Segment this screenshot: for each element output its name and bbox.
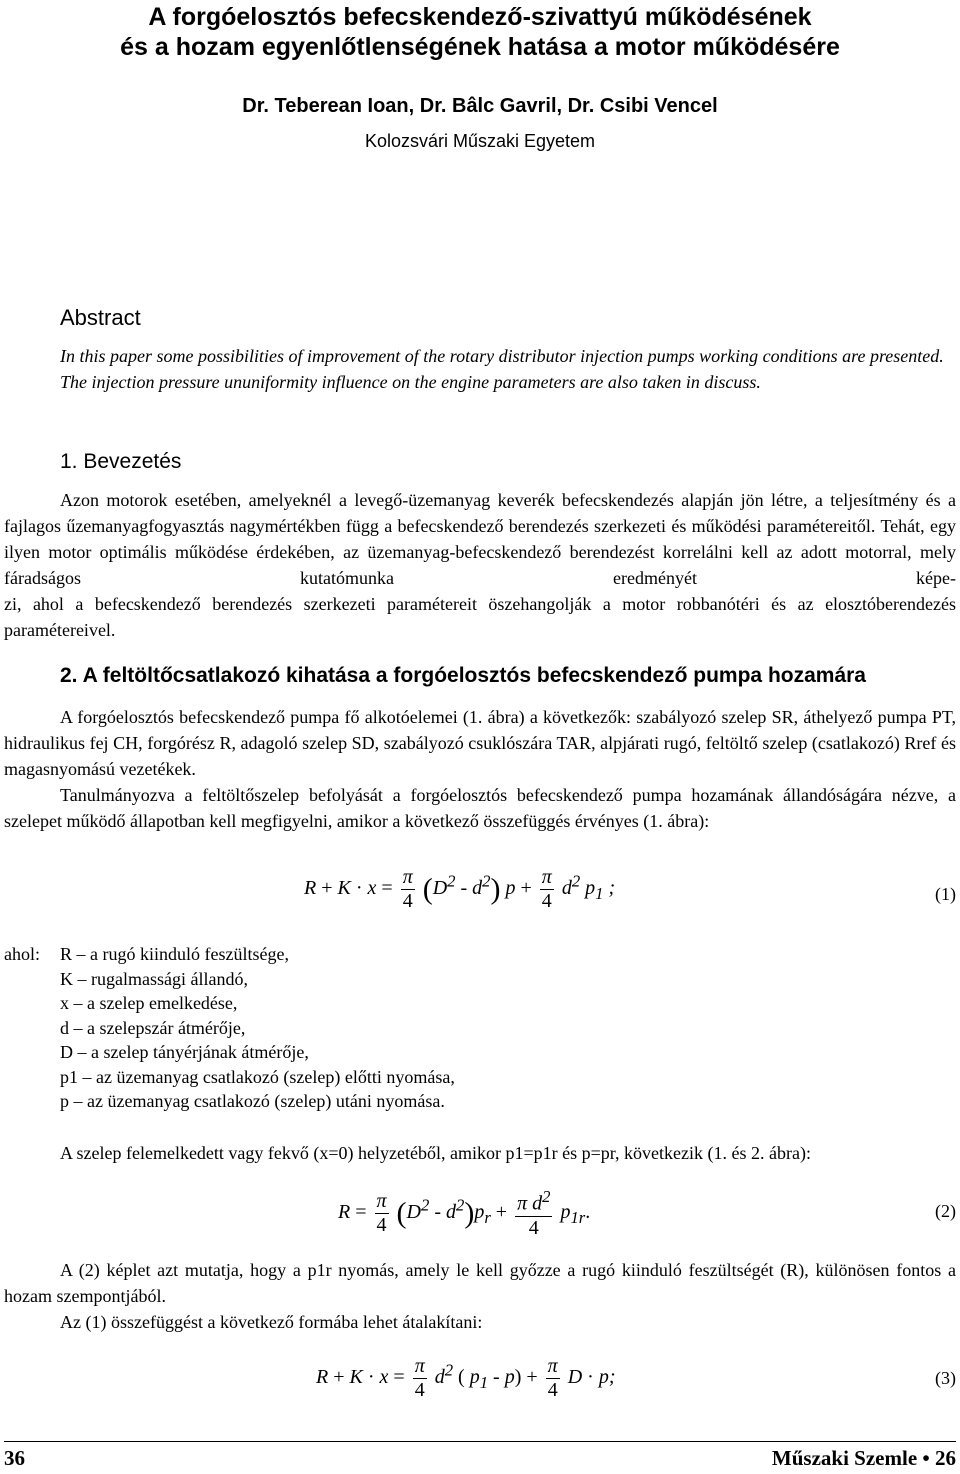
page-number: 36 bbox=[4, 1446, 25, 1470]
paper-title bbox=[0, 2, 960, 62]
paragraph: Az (1) összefüggést a következő formába lehet átalakítani: bbox=[60, 1312, 483, 1332]
title-line-2: és a hozam egyenlőtlenségének hatása a motor működésére bbox=[120, 33, 840, 61]
definition-item: D – a szelep tányérjának átmérője, bbox=[60, 1042, 309, 1062]
definition-item: x – a szelep emelkedése, bbox=[60, 993, 238, 1013]
journal-name: Műszaki Szemle • 26 bbox=[771, 1446, 956, 1470]
section-1-heading: 1. Bevezetés bbox=[60, 450, 182, 473]
section-2-paragraph-2: Tanulmányozva a feltöltőszelep befolyását a forgóelosztós befecskendező pumpa hozamának állandóságára nézve, a szelepet működő állapotban kell megfigyelni, amikor a következő összefüggés érvényes (1. ábra): bbox=[4, 785, 956, 831]
authors: Dr. Teberean Ioan, Dr. Bâlc Gavril, Dr. Csibi Vencel bbox=[242, 95, 718, 117]
section-1-paragraph-end: zi, ahol a befecskendező berendezés szerkezeti paramétereit öszehangolják a motor robbanótéri és az elosztóberendezés paramétereivel. bbox=[4, 594, 956, 640]
section-2-heading: 2. A feltöltőcsatlakozó kihatása a forgóelosztós befecskendező pumpa hozamára bbox=[60, 664, 866, 687]
definition-item: p – az üzemanyag csatlakozó (szelep) utáni nyomása. bbox=[60, 1091, 445, 1111]
abstract-text bbox=[4, 343, 956, 395]
affiliation: Kolozsvári Műszaki Egyetem bbox=[364, 131, 596, 151]
equation-1: R + K · x = $\frac{\pi}{4}$ $(D^2 - d^2) p$ + $\frac{\pi}{4}$ $d^2$ $p_1$ ; bbox=[304, 866, 616, 912]
section-2-body bbox=[4, 704, 956, 834]
text-after-equation-2 bbox=[4, 1257, 956, 1335]
paragraph: A szelep felemelkedett vagy fekvő (x=0) helyzetéből, amikor p1=p1r és p=pr, következik (1. és 2. ábra): bbox=[60, 1143, 811, 1163]
definition-item: p1 – az üzemanyag csatlakozó (szelep) előtti nyomása, bbox=[60, 1066, 455, 1087]
paragraph: A (2) képlet azt mutatja, hogy a p1r nyomás, amely le kell győzze a rugó kiinduló feszültségét (R), különösen fontos a hozam szempontjából. bbox=[4, 1260, 956, 1306]
definition-item: d – a szelepszár átmérője, bbox=[60, 1017, 246, 1038]
section-2-paragraph-1: A forgóelosztós befecskendező pumpa fő alkotóelemei (1. ábra) a következők: szabályozó szelep SR, áthelyező pumpa PT, hidraulikus fej CH, forgórész R, adagoló szelep SD, szabályozó csuklószára TAR, alpjárati rugó, feltöltő szelep (csatlakozó) Rref és magasnyomású vezetékek. bbox=[4, 707, 956, 779]
equation-3: R + K · x = $\frac{\pi}{4}$ $d^2$ ( $p_1 - p$) + $\frac{\pi}{4}$ D · p; bbox=[316, 1355, 616, 1401]
section-1-body bbox=[4, 487, 956, 643]
section-1-paragraph: Azon motorok esetében, amelyeknél a levegő-üzemanyag keverék befecskendezés alapján jön létre, a teljesítmény és a fajlagos űzemanyagfogyasztás nagymértékben függ a befecskendező berendezés szerkezeti és működési paramétereitől. Tehát, egy ilyen motor optimális működése érdekében, az üzemanyag-befecskendező berendezést korrelálni kell az adott motorral, mely fáradságos kutatómunka eredményét képe- bbox=[4, 490, 956, 588]
abstract-paragraph-2: The injection pressure ununiformity influence on the engine parameters are also taken in discuss. bbox=[60, 372, 761, 392]
definition-item: R – a rugó kiinduló feszültsége, bbox=[60, 944, 289, 964]
definition-item: K – rugalmassági állandó, bbox=[60, 968, 248, 989]
equation-2-number: (2) bbox=[935, 1201, 956, 1221]
abstract-paragraph-1: In this paper some possibilities of improvement of the rotary distributor injection pumps working conditions are presented. bbox=[60, 346, 944, 366]
definitions-label: ahol: bbox=[4, 944, 40, 964]
abstract-heading: Abstract bbox=[60, 305, 141, 330]
equation-3-number: (3) bbox=[935, 1368, 956, 1388]
equation-1-number: (1) bbox=[935, 884, 956, 904]
symbol-definitions bbox=[4, 942, 455, 1114]
title-line-1: A forgóelosztós befecskendező-szivattyú működésének bbox=[148, 3, 812, 31]
footer-rule bbox=[4, 1441, 956, 1442]
equation-2: R = $\frac{\pi}{4}$ $(D^2 - d^2)p_r$ + $\frac{\pi d^2}{4}$ $p_{1r}$. bbox=[338, 1187, 591, 1239]
text-before-equation-2 bbox=[4, 1140, 956, 1166]
